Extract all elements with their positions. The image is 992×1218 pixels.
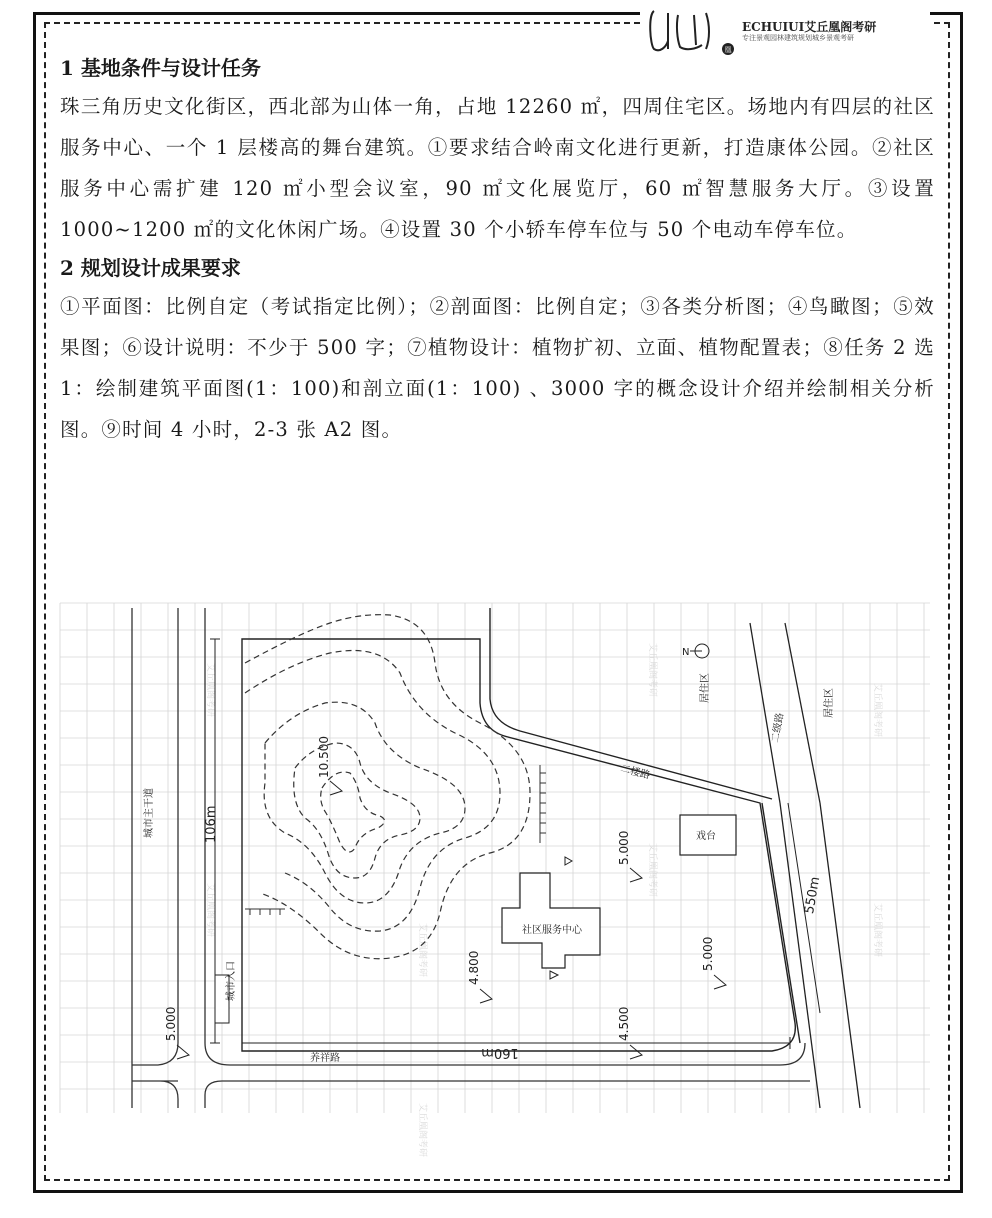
watermark-text: 艾丘凰阁考研 [647, 643, 657, 698]
svg-text:5.000: 5.000 [701, 936, 715, 971]
svg-text:社区服务中心: 社区服务中心 [522, 925, 582, 936]
section1-heading: 1 基地条件与设计任务 [60, 56, 261, 80]
svg-text:N: N [682, 647, 690, 658]
section1-body: 珠三角历史文化街区，西北部为山体一角，占地 12260 ㎡，四周住宅区。场地内有四层的社区服务中心、一个 1 层楼高的舞台建筑。①要求结合岭南文化进行更新，打造康体公园。②社区服务中心需扩建 120 ㎡小型会议室，90 ㎡文化展览厅，60 ㎡智慧服务大厅。③设置 1000~1200 ㎡的文化休闲广场。④设置 30 个小轿车停车位与 50 个电动车停车位。 [60, 95, 935, 241]
contour-lines [245, 615, 530, 959]
plan-labels [142, 673, 835, 1064]
svg-text:10.500: 10.500 [317, 736, 331, 778]
section2-body: ①平面图：比例自定（考试指定比例）；②剖面图：比例自定；③各类分析图；④鸟瞰图；⑤效果图；⑥设计说明：不少于 500 字；⑦植物设计：植物扩初、立面、植物配置表；⑧任务 2 选 1：绘制建筑平面图(1：100)和剖立面(1：100) 、3000 字的概念设计介绍并绘制相关分析图。⑨时间 4 小时，2-3 张 A2 图。 [60, 295, 935, 441]
service-center-building [502, 857, 600, 979]
section2-heading: 2 规划设计成果要求 [60, 256, 241, 280]
dim-west: 106m [204, 805, 219, 843]
svg-text:5.000: 5.000 [617, 830, 631, 865]
north-arrow-icon [682, 644, 709, 658]
label-main-road: 城市主干道 [144, 788, 155, 838]
svg-text:凰: 凰 [724, 46, 732, 54]
svg-text:5.000: 5.000 [164, 1006, 178, 1041]
stage-building [680, 815, 736, 855]
watermark-text: 艾丘凰阁考研 [205, 883, 215, 938]
brand-name: ECHUIUI艾丘凰阁考研 [742, 19, 877, 34]
entrance-box [215, 961, 237, 1023]
svg-text:4.800: 4.800 [467, 950, 481, 985]
svg-text:城市入口: 城市入口 [226, 961, 237, 1001]
site-plan [60, 603, 930, 1158]
watermark-text: 艾丘凰阁考研 [417, 923, 427, 978]
watermark-text: 艾丘凰阁考研 [872, 683, 882, 738]
brand-tagline: 专注景观园林建筑规划城乡景观考研 [742, 34, 854, 42]
retaining-wall [245, 765, 546, 915]
watermark-text: 艾丘凰阁考研 [205, 663, 215, 718]
elevation-markers [164, 736, 726, 1059]
watermark-text: 艾丘凰阁考研 [647, 843, 657, 898]
svg-text:4.500: 4.500 [617, 1006, 631, 1041]
dim-south: 160m [481, 1045, 519, 1060]
svg-text:戏台: 戏台 [696, 831, 716, 842]
label-second-road-top: 二楼路 [619, 763, 652, 782]
site-plan-drawing [60, 603, 930, 1158]
dim-east: 550m [802, 875, 824, 916]
document-content [60, 50, 935, 450]
label-second-road-right: 二级路 [770, 712, 787, 744]
label-residential-right: 居住区 [824, 688, 835, 718]
label-residential-top: 居住区 [700, 673, 711, 703]
watermark-text: 艾丘凰阁考研 [417, 1103, 427, 1158]
label-road-bottom: 养祥路 [310, 1053, 340, 1064]
watermark-text: 艾丘凰阁考研 [872, 903, 882, 958]
